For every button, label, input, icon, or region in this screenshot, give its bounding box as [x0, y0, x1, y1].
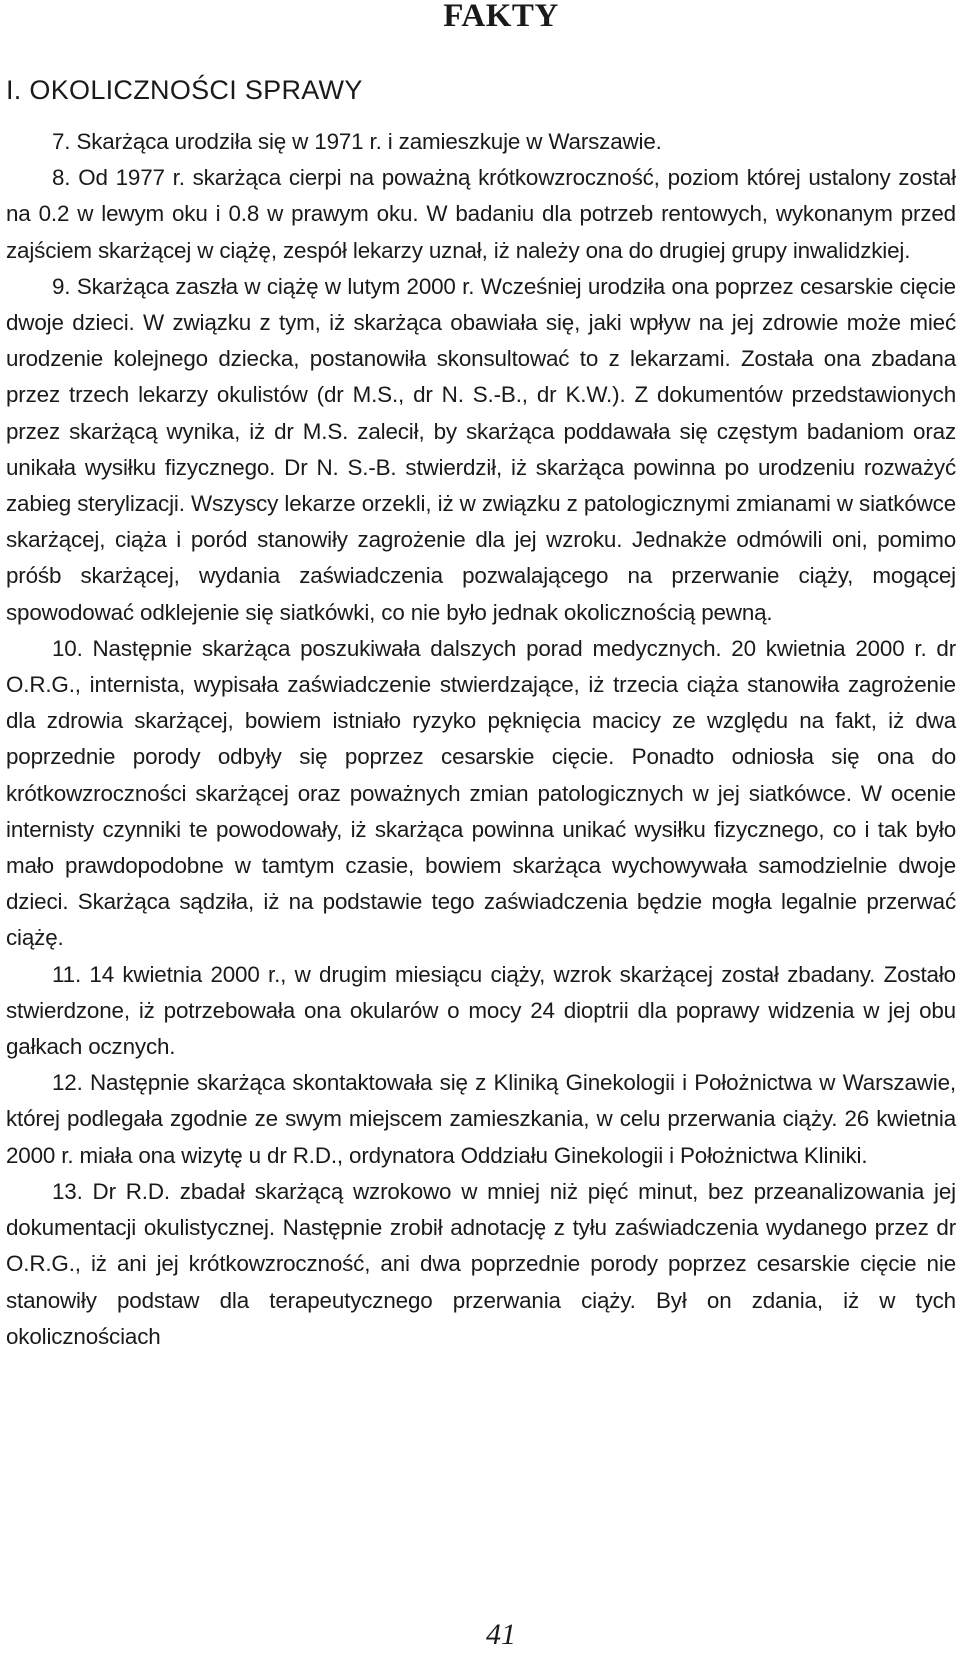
paragraph-13: 13. Dr R.D. zbadał skarżącą wzrokowo w mniej niż pięć minut, bez przeanalizowania jej dokumentacji okulistycznej. Następnie zrobił adnotację z tyłu zaświadczenia wydanego przez dr O.R.G., iż ani jej krótkowzroczność, ani dwa poprzednie porody poprzez cesarskie cięcie nie stanowiły podstaw dla terapeutycznego przerwania ciąży. Był on zdania, iż w tych okolicznościach	[6, 1178, 956, 1349]
paragraph-12: 12. Następnie skarżąca skontaktowała się z Kliniką Ginekologii i Położnictwa w Warszawie, której podlegała zgodnie ze swym miejscem zamieszkania, w celu przerwania ciąży. 26 kwietnia 2000 r. miała ona wizytę u dr R.D., ordynatora Oddziału Ginekologii i Położnictwa Kliniki.	[6, 1070, 956, 1168]
page-number: 41	[486, 1618, 516, 1651]
body-text	[6, 124, 956, 1355]
paragraph-8: 8. Od 1977 r. skarżąca cierpi na poważną krótkowzroczność, poziom której ustalony został na 0.2 w lewym oku i 0.8 w prawym oku. W badaniu dla potrzeb rentowych, wykonanym przed zajściem skarżącej w ciążę, zespół lekarzy uznał, iż należy ona do drugiej grupy inwalidzkiej.	[6, 165, 956, 263]
paragraph-9: 9. Skarżąca zaszła w ciążę w lutym 2000 r. Wcześniej urodziła ona poprzez cesarskie cięcie dwoje dzieci. W związku z tym, iż skarżąca obawiała się, jaki wpływ na jej zdrowie może mieć urodzenie kolejnego dziecka, postanowiła skonsultować to z lekarzami. Została ona zbadana przez trzech lekarzy okulistów (dr M.S., dr N. S.-B., dr K.W.). Z dokumentów przedstawionych przez skarżącą wynika, iż dr M.S. zalecił, by skarżąca poddawała się częstym badaniom oraz unikała wysiłku fizycznego. Dr N. S.-B. stwierdził, iż skarżąca powinna po urodzeniu rozważyć zabieg sterylizacji. Wszyscy lekarze orzekli, iż w związku z patologicznymi zmianami w siatkówce skarżącej, ciąża i poród stanowiły zagrożenie dla jej wzroku. Jednakże odmówili oni, pomimo próśb skarżącej, wydania zaświadczenia pozwalającego na przerwanie ciąży, mogącej spowodować odklejenie się siatkówki, co nie było jednak okolicznością pewną.	[6, 273, 956, 625]
section-heading: I. OKOLICZNOŚCI SPRAWY	[6, 75, 363, 105]
document-page	[6, 0, 956, 1678]
paragraph-7: 7. Skarżąca urodziła się w 1971 r. i zamieszkuje w Warszawie.	[52, 129, 662, 154]
paragraph-11: 11. 14 kwietnia 2000 r., w drugim miesiącu ciąży, wzrok skarżącej został zbadany. Zostało stwierdzone, iż potrzebowała ona okularów o mocy 24 dioptrii dla poprawy widzenia w jej obu gałkach ocznych.	[6, 961, 956, 1060]
page-title: FAKTY	[443, 0, 559, 34]
paragraph-10: 10. Następnie skarżąca poszukiwała dalszych porad medycznych. 20 kwietnia 2000 r. dr O.R.G., internista, wypisała zaświadczenie stwierdzające, iż trzecia ciąża stanowiła zagrożenie dla zdrowia skarżącej, bowiem istniało ryzyko pęknięcia macicy ze względu na fakt, iż dwa poprzednie porody odbyły się poprzez cesarskie cięcie. Ponadto odniosła się ona do krótkowzroczności skarżącej oraz poważnych zmian patologicznych w jej siatkówce. W ocenie internisty czynniki te powodowały, iż skarżąca powinna unikać wysiłku fizycznego, co i tak było mało prawdopodobne w tamtym czasie, bowiem skarżąca wychowywała samodzielnie dwoje dzieci. Skarżąca sądziła, iż na podstawie tego zaświadczenia będzie mogła legalnie przerwać ciążę.	[6, 635, 956, 951]
